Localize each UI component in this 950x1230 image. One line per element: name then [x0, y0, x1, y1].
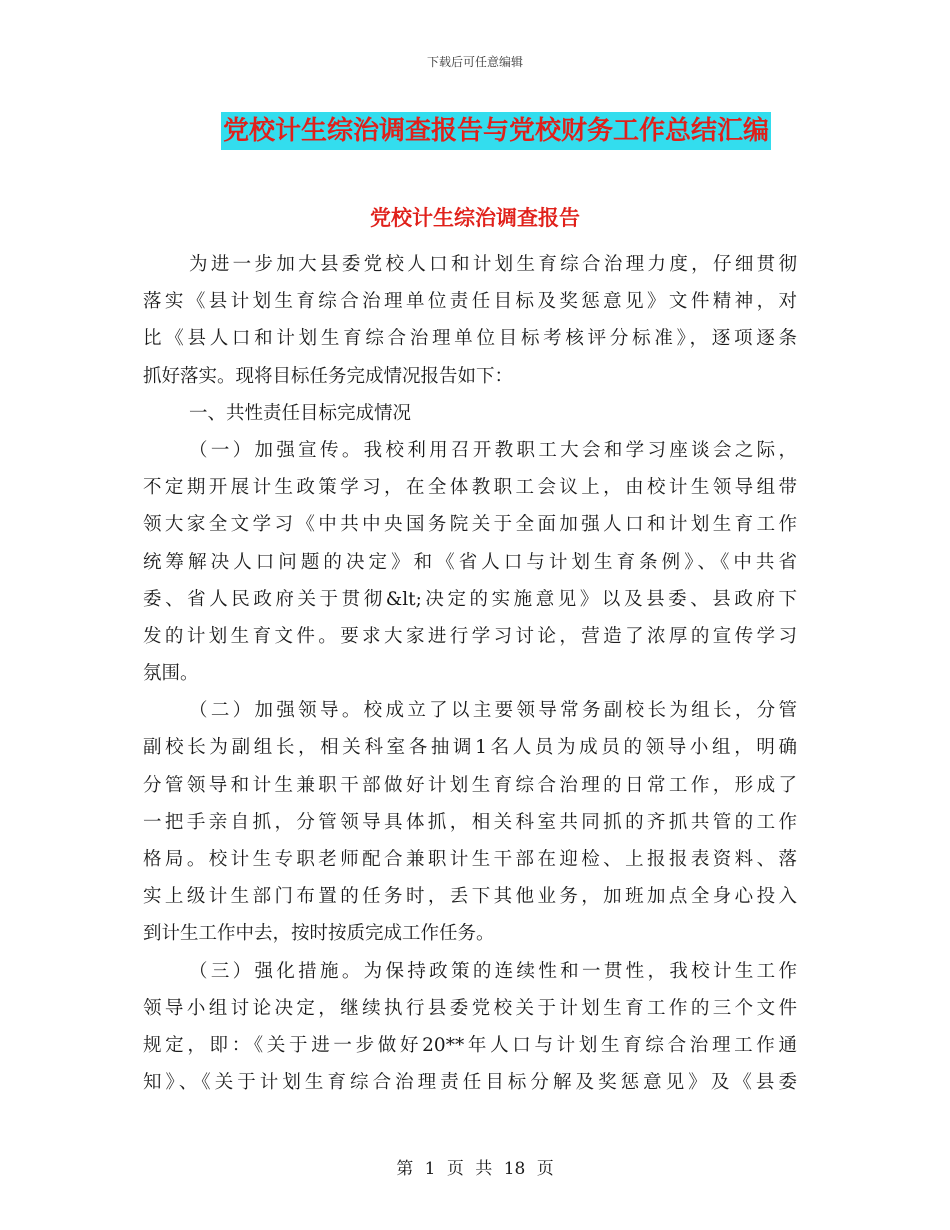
body-text-line: 委、省人民政府关于贯彻&lt;决定的实施意见》以及县委、县政府下 — [143, 588, 797, 610]
body-text-line: 知》、《关于计划生育综合治理责任目标分解及奖惩意见》及《县委 — [143, 1072, 797, 1094]
section-title: 党校计生综治调查报告 — [370, 206, 580, 230]
body-text-line: 到计生工作中去，按时按质完成工作任务。 — [143, 923, 495, 945]
body-text-line: 发的计划生育文件。要求大家进行学习讨论，营造了浓厚的宣传学习 — [143, 625, 797, 647]
body-text-line: 落实《县计划生育综合治理单位责任目标及奖惩意见》文件精神，对 — [143, 291, 797, 313]
body-text-line: 统筹解决人口问题的决定》和《省人口与计划生育条例》、《中共省 — [143, 551, 797, 573]
body-text-line: 规定，即：《关于进一步做好20**年人口与计划生育综合治理工作通 — [143, 1034, 797, 1056]
body-text-line: （一）加强宣传。我校利用召开教职工大会和学习座谈会之际， — [189, 439, 797, 461]
body-text-line: 领大家全文学习《中共中央国务院关于全面加强人口和计划生育工作 — [143, 514, 797, 536]
body-text-line: 不定期开展计生政策学习，在全体教职工会议上，由校计生领导组带 — [143, 477, 797, 499]
body-text-line: 氛围。 — [143, 663, 199, 685]
body-text-line: 为进一步加大县委党校人口和计划生育综合治理力度，仔细贯彻 — [189, 254, 797, 275]
body-text-line: 领导小组讨论决定，继续执行县委党校关于计划生育工作的三个文件 — [143, 997, 797, 1019]
body-text-line: 一、共性责任目标完成情况 — [189, 402, 412, 424]
body-text-line: 格局。校计生专职老师配合兼职计生干部在迎检、上报报表资料、落 — [143, 849, 797, 870]
body-text-line: 副校长为副组长，相关科室各抽调1名人员为成员的领导小组，明确 — [143, 737, 797, 759]
body-text-line: 分管领导和计生兼职干部做好计划生育综合治理的日常工作，形成了 — [143, 774, 797, 796]
header-note: 下载后可任意编辑 — [426, 55, 523, 69]
document-main-title: 党校计生综治调查报告与党校财务工作总结汇编 — [221, 112, 771, 150]
body-text-line: 抓好落实。现将目标任务完成情况报告如下： — [143, 365, 514, 387]
page-footer: 第 1 页 共 18 页 — [396, 1159, 554, 1179]
body-text-line: （三）强化措施。为保持政策的连续性和一贯性，我校计生工作 — [189, 960, 797, 982]
body-text-line: 一把手亲自抓，分管领导具体抓，相关科室共同抓的齐抓共管的工作 — [143, 811, 797, 833]
document-body — [143, 246, 797, 1101]
body-text-line: 比《县人口和计划生育综合治理单位目标考核评分标准》，逐项逐条 — [143, 328, 797, 350]
body-text-line: （二）加强领导。校成立了以主要领导常务副校长为组长，分管 — [189, 700, 797, 722]
body-text-line: 实上级计生部门布置的任务时，丢下其他业务，加班加点全身心投入 — [143, 886, 797, 908]
